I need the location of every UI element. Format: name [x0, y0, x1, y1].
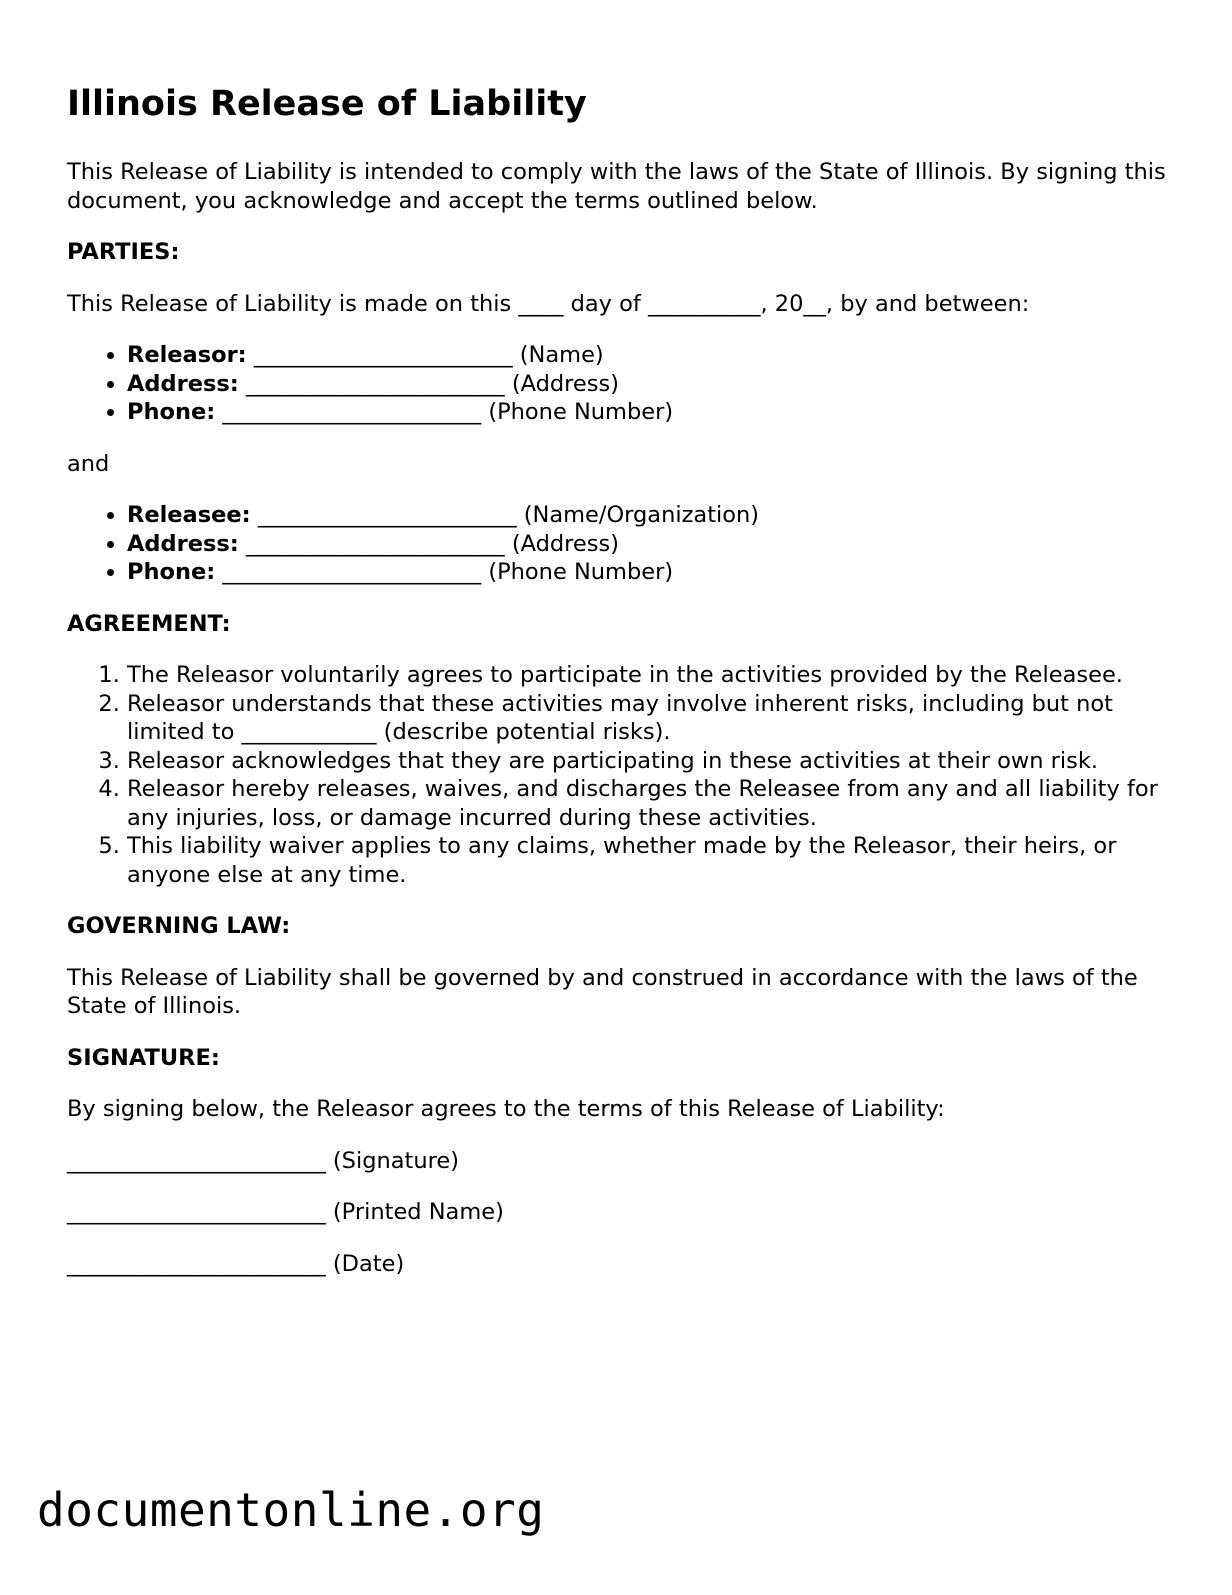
made-on-paragraph: This Release of Liability is made on this ____ day of __________, 20__, by and between:	[67, 290, 1030, 317]
agreement-item-3: 3. Releasor acknowledges that they are participating in these activities at their own risk.	[127, 747, 1167, 776]
document-page	[67, 80, 1167, 1301]
printed-name-field[interactable]: _______________________	[67, 1199, 326, 1225]
and-text: and	[67, 450, 110, 477]
governing-law-paragraph: This Release of Liability shall be governed by and construed in accordance with the laws of the State of Illinois.	[67, 964, 1138, 1019]
releasor-address-hint: (Address)	[511, 370, 619, 397]
releasee-name-label: Releasee:	[127, 502, 251, 528]
releasor-phone-hint: (Phone Number)	[488, 399, 674, 425]
releasee-list	[67, 501, 1167, 587]
agreement-item-5: 5. This liability waiver applies to any claims, whether made by the Releasor, their heirs, or anyone else at any time.	[127, 832, 1167, 889]
releasor-phone-label: Phone:	[127, 399, 216, 425]
releasor-name-hint: (Name)	[519, 342, 604, 368]
printed-name-hint: (Printed Name)	[332, 1199, 504, 1225]
date-line-row	[67, 1250, 1167, 1279]
list-item	[127, 341, 1167, 370]
releasor-name-field[interactable]: _______________________	[253, 342, 513, 368]
watermark: documentonline.org	[37, 1483, 545, 1537]
releasee-address-label: Address:	[127, 530, 239, 557]
releasee-phone-label: Phone:	[127, 559, 216, 585]
signature-line-row	[67, 1147, 1167, 1176]
releasee-address-hint: (Address)	[511, 530, 619, 557]
list-item	[127, 530, 1167, 559]
releasor-name-label: Releasor:	[127, 342, 247, 368]
agreement-item-1: 1. The Releasor voluntarily agrees to participate in the activities provided by the Releasee.	[127, 661, 1167, 690]
governing-law-heading: GOVERNING LAW:	[67, 913, 291, 939]
document-title: Illinois Release of Liability	[67, 84, 587, 124]
date-field[interactable]: _______________________	[67, 1250, 326, 1277]
releasee-address-field[interactable]: _______________________	[245, 530, 505, 557]
parties-heading: PARTIES:	[67, 239, 180, 265]
list-item	[127, 398, 1167, 427]
list-item	[127, 501, 1167, 530]
agreement-item-4: 4. Releasor hereby releases, waives, and discharges the Releasee from any and all liability for any injuries, loss, or damage incurred during these activities.	[127, 775, 1167, 832]
releasor-phone-field[interactable]: _______________________	[222, 399, 482, 425]
signature-hint: (Signature)	[332, 1147, 460, 1174]
signature-heading: SIGNATURE:	[67, 1044, 220, 1071]
releasor-address-field[interactable]: _______________________	[245, 370, 505, 397]
releasee-name-field[interactable]: _______________________	[257, 502, 517, 528]
releasee-phone-field[interactable]: _______________________	[222, 559, 482, 585]
list-item	[127, 558, 1167, 587]
agreement-list	[67, 661, 1167, 889]
signature-paragraph: By signing below, the Releasor agrees to the terms of this Release of Liability:	[67, 1096, 945, 1122]
releasor-list	[67, 341, 1167, 427]
list-item	[127, 370, 1167, 399]
signature-field[interactable]: _______________________	[67, 1147, 326, 1174]
releasee-name-hint: (Name/Organization)	[523, 502, 760, 528]
agreement-heading: AGREEMENT:	[67, 610, 231, 637]
date-hint: (Date)	[332, 1250, 405, 1277]
agreement-item-2: 2. Releasor understands that these activities may involve inherent risks, including but not limited to ____________ (describe potential risks).	[127, 690, 1167, 747]
intro-paragraph: This Release of Liability is intended to comply with the laws of the State of Illinois. By signing this document, you acknowledge and accept the terms outlined below.	[67, 159, 1166, 214]
releasee-phone-hint: (Phone Number)	[488, 559, 674, 585]
releasor-address-label: Address:	[127, 370, 239, 397]
printed-name-line-row	[67, 1198, 1167, 1227]
